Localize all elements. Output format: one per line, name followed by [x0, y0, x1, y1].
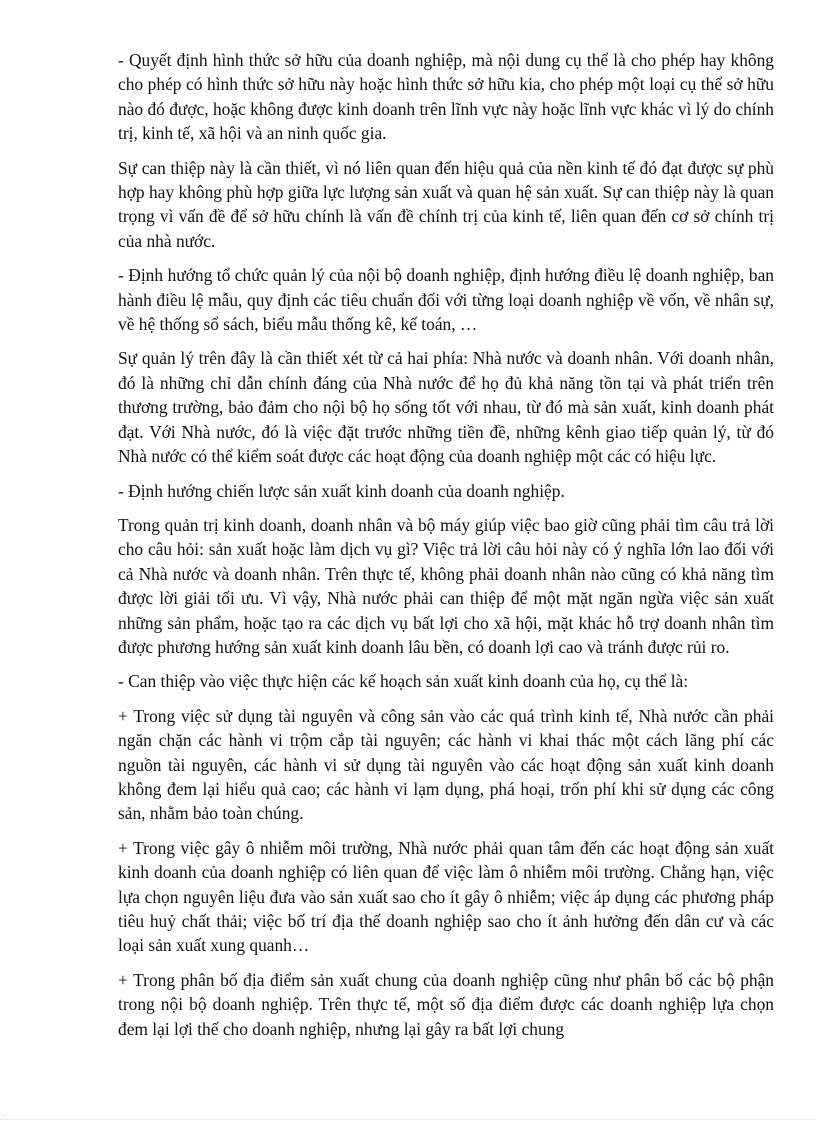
paragraph-resource-use: + Trong việc sử dụng tài nguyên và công sản vào các quá trình kinh tế, Nhà nước cần phải ngăn chặn các hành vi trộm cắp tài nguyên; các hành vi khai thác một cách lãng phí các nguồn tài nguyên, các hành vi sử dụng tài nguyên vào các hoạt động sản xuất kinh doanh không đem lại hiểu quả cao; các hành vi lạm dụng, phá hoại, trốn phí khi sử dụng các công sản, nhằm bảo toàn chúng.	[118, 705, 774, 824]
paragraph-location-allocation: + Trong phân bố địa điểm sản xuất chung của doanh nghiệp cũng như phân bố các bộ phận trong nội bộ doanh nghiệp. Trên thực tế, một số địa điểm được các doanh nghiệp lựa chọn đem lại lợi thế cho doanh nghiệp, nhưng lại gây ra bất lợi chung	[118, 969, 774, 1039]
paragraph-intervention-necessity: Sự can thiệp này là cần thiết, vì nó liên quan đến hiệu quả của nền kinh tế đó đạt được sự phù hợp hay không phù hợp giữa lực lượng sản xuất và quan hệ sản xuất. Sự can thiệp này là quan trọng vì vấn đề để sở hữu chính là vấn đề chính trị của kinh tế, liên quan đến cơ sở chính trị của nhà nước.	[118, 157, 774, 251]
paragraph-internal-management: - Định hướng tổ chức quản lý của nội bộ doanh nghiệp, định hướng điều lệ doanh nghiệp, ban hành điều lệ mẫu, quy định các tiêu chuẩn đối với từng loại doanh nghiệp về vốn, về nhân sự, về hệ thống sổ sách, biểu mẫu thống kê, kế toán, …	[118, 265, 774, 335]
paragraph-ownership-decision: - Quyết định hình thức sở hữu của doanh nghiệp, mà nội dung cụ thể là cho phép hay không cho phép có hình thức sở hữu này hoặc hình thức sở hữu kia, cho phép một loại cụ thể sở hữu nào đó được, hoặc không được kinh doanh trên lĩnh vực này hoặc lĩnh vực khác vì lý do chính trị, kinh tế, xã hội và an ninh quốc gia.	[118, 50, 774, 144]
page-bottom-divider	[0, 1119, 816, 1120]
paragraph-business-governance: Trong quản trị kinh doanh, doanh nhân và bộ máy giúp việc bao giờ cũng phải tìm câu trả lời cho câu hỏi: sản xuất hoặc làm dịch vụ gì? Việc trả lời câu hỏi này có ý nghĩa lớn lao đối với cả Nhà nước và doanh nhân. Trên thực tế, không phải doanh nhân nào cũng có khả năng tìm được lời giải tối ưu. Vì vậy, Nhà nước phải can thiệp để một mặt ngăn ngừa việc sản xuất những sản phẩm, hoặc tạo ra các dịch vụ bất lợi cho xã hội, mặt khác hỗ trợ doanh nhân tìm được phương hướng sản xuất kinh doanh lâu bền, có doanh lợi cao và tránh được rủi ro.	[118, 514, 774, 657]
paragraph-management-rationale: Sự quản lý trên đây là cần thiết xét từ cả hai phía: Nhà nước và doanh nhân. Với doanh nhân, đó là những chỉ dẫn chính đáng của Nhà nước để họ đủ khả năng tồn tại và phát triển trên thương trường, bảo đảm cho nội bộ họ sống tốt với nhau, từ đó mà sản xuất, kinh doanh phát đạt. Với Nhà nước, đó là việc đặt trước những tiền đề, những kênh giao tiếp quản lý, từ đó Nhà nước có thể kiểm soát được các hoạt động của doanh nghiệp một các có hiệu lực.	[118, 348, 774, 467]
paragraph-plan-intervention: - Can thiệp vào việc thực hiện các kế hoạch sản xuất kinh doanh của họ, cụ thể là:	[118, 671, 689, 692]
document-page	[118, 48, 774, 1051]
paragraph-strategy-orientation: - Định hướng chiến lược sản xuất kinh doanh của doanh nghiệp.	[118, 480, 565, 501]
paragraph-environment-pollution: + Trong việc gây ô nhiễm môi trường, Nhà nước phải quan tâm đến các hoạt động sản xuất kinh doanh của doanh nghiệp có liên quan để việc làm ô nhiễm môi trường. Chẳng hạn, việc lựa chọn nguyên liệu đưa vào sản xuất sao cho ít gây ô nhiễm; việc áp dụng các phương pháp tiêu huỷ chất thải; việc bố trí địa thế doanh nghiệp sao cho ít ảnh hưởng đến dân cư và các loại sản xuất xung quanh…	[118, 837, 774, 956]
